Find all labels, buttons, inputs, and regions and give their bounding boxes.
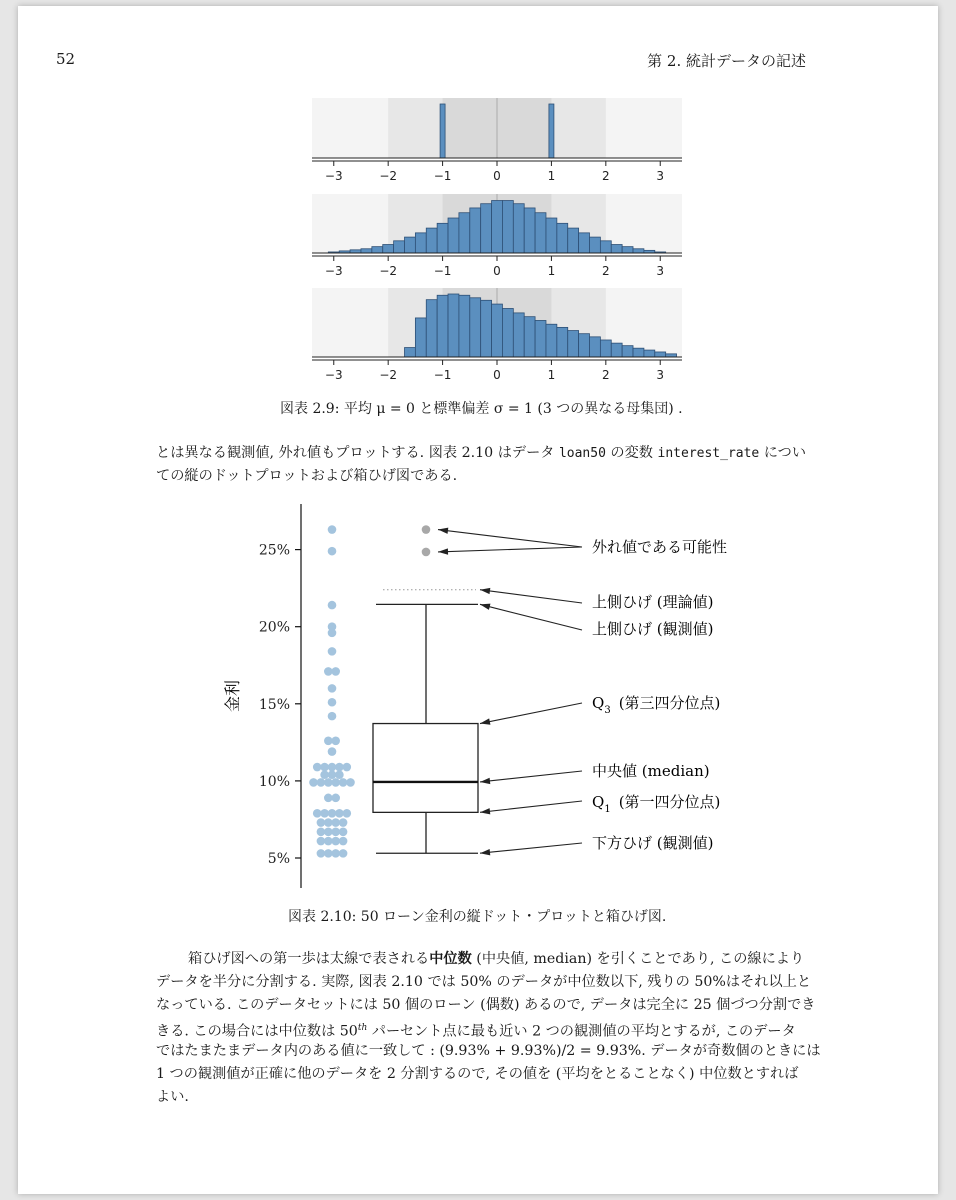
para-text: の変数 — [605, 445, 658, 461]
dot-point — [328, 525, 337, 534]
para-text: きる. この場合には中位数は 50 — [156, 1023, 358, 1040]
histogram-bar — [549, 104, 554, 158]
bold-term-median: 中位数 — [429, 951, 472, 967]
dot-point — [339, 827, 348, 836]
dot-point — [324, 667, 333, 676]
histogram-bar — [415, 318, 426, 357]
histogram-bar — [448, 294, 459, 357]
boxplot-figure — [198, 496, 758, 896]
histogram-figure — [288, 90, 688, 390]
y-tick-label: 20% — [258, 619, 290, 636]
annotation-arrow-head — [438, 528, 448, 534]
dot-point — [328, 629, 337, 638]
annotation-arrow-head — [480, 849, 490, 855]
dot-point — [331, 794, 340, 803]
histogram-bar — [546, 218, 557, 253]
histogram-bar — [440, 104, 445, 158]
histogram-bar — [513, 313, 524, 357]
outlier-point — [422, 525, 431, 534]
histogram-bar — [546, 324, 557, 357]
histogram-bar — [535, 320, 546, 357]
x-tick-label: 1 — [547, 264, 556, 278]
dot-point — [328, 547, 337, 556]
figure-caption-2-10: 図表 2.10: 50 ローン金利の縦ドット・プロットと箱ひげ図. — [288, 909, 667, 925]
annotation-arrow-head — [480, 604, 490, 610]
annotation-arrow-head — [480, 778, 490, 784]
histogram-bar — [492, 304, 503, 357]
x-tick-label: 1 — [547, 169, 556, 183]
dot-point — [317, 778, 326, 787]
dot-point — [317, 849, 326, 858]
x-tick-label: −1 — [433, 264, 452, 278]
annotation-arrow-line — [480, 604, 582, 630]
histogram-bar — [470, 208, 481, 253]
paragraph-body-line: よい. — [156, 1089, 189, 1105]
x-tick-label: 0 — [493, 264, 501, 278]
dot-point — [346, 778, 355, 787]
para-text: につい — [759, 445, 807, 461]
dot-point — [324, 818, 333, 827]
histogram-bar — [502, 308, 513, 357]
annotation-arrow-head — [438, 548, 448, 554]
dot-point — [339, 849, 348, 858]
x-tick-label: −1 — [433, 169, 452, 183]
dot-point — [324, 837, 333, 846]
code-dataset: loan50 — [558, 446, 606, 461]
histogram-bar — [568, 228, 579, 253]
dot-point — [331, 737, 340, 746]
x-tick-label: −2 — [379, 264, 398, 278]
histogram-bar — [437, 295, 448, 357]
superscript-th: th — [357, 1023, 368, 1033]
annotation-median: 中央値 (median) — [592, 762, 710, 780]
dot-point — [328, 747, 337, 756]
dot-point — [335, 763, 344, 772]
y-tick-label: 5% — [267, 851, 290, 867]
dot-point — [331, 818, 340, 827]
histogram-panel-2 — [312, 194, 682, 278]
histogram-bar — [611, 343, 622, 357]
dot-point — [320, 770, 329, 779]
y-axis-label: 金利 — [223, 679, 242, 713]
para-text: パーセント点に最も近い 2 つの観測値の平均とするが, このデータ — [367, 1023, 796, 1040]
x-tick-label: 3 — [656, 169, 665, 183]
histogram-bar — [492, 201, 503, 253]
histogram-bar — [372, 247, 383, 253]
dot-point — [331, 837, 340, 846]
annotation-q3: $Q_3$ (第三四分位点) — [592, 694, 721, 716]
histogram-bar — [600, 241, 611, 253]
dot-point — [339, 837, 348, 846]
dot-point — [324, 737, 333, 746]
y-tick-label: 25% — [258, 542, 290, 559]
dot-point — [317, 827, 326, 836]
running-title: 第 2. 統計データの記述 — [647, 52, 806, 70]
dot-point — [317, 818, 326, 827]
histogram-bar — [557, 327, 568, 357]
dot-point — [313, 763, 322, 772]
paragraph-intro-line — [156, 442, 806, 465]
histogram-bar — [459, 295, 470, 357]
histogram-bar — [470, 298, 481, 357]
annotation-upper-whisker-observed: 上側ひげ (観測値) — [592, 620, 714, 638]
dot-point — [320, 763, 329, 772]
x-tick-label: −3 — [324, 264, 343, 278]
dot-point — [328, 763, 337, 772]
annotation-upper-whisker-theoretical: 上側ひげ (理論値) — [592, 593, 714, 611]
histogram-bar — [405, 348, 416, 357]
x-tick-label: −2 — [379, 169, 398, 183]
histogram-bar — [426, 228, 437, 253]
histogram-bar — [579, 233, 590, 253]
x-tick-label: 2 — [602, 169, 610, 183]
paragraph-body-line: データを半分に分割する. 実際, 図表 2.10 では 50% のデータが中位数以下, 残りの 50%はそれ以上と — [156, 974, 812, 990]
histogram-bar — [557, 223, 568, 253]
paragraph-body-line — [188, 948, 804, 971]
page — [18, 6, 938, 1194]
dot-point — [317, 837, 326, 846]
histogram-bar — [568, 331, 579, 357]
dot-point — [324, 849, 333, 858]
histogram-bar — [502, 201, 513, 253]
x-tick-label: 3 — [656, 264, 665, 278]
box-iqr — [373, 724, 478, 813]
histogram-bar — [644, 350, 655, 357]
annotation-arrow-head — [480, 588, 490, 594]
dot-point — [328, 601, 337, 610]
x-tick-label: −2 — [379, 368, 398, 382]
paragraph-body-line: ではたまたまデータ内のある値に一致して : (9.93% + 9.93%)/2 = 9.93%. データが奇数個のときには — [156, 1043, 821, 1059]
histogram-bar — [481, 204, 492, 253]
histogram-bar — [405, 237, 416, 253]
x-tick-label: 0 — [493, 169, 501, 183]
x-tick-label: 1 — [547, 368, 556, 382]
annotation-arrow-line — [480, 801, 582, 812]
figure-caption-2-9: 図表 2.9: 平均 μ = 0 と標準偏差 σ = 1 (3 つの異なる母集団) . — [280, 401, 683, 417]
dot-point — [331, 827, 340, 836]
histogram-bar — [633, 348, 644, 357]
dot-point — [331, 849, 340, 858]
histogram-bar — [426, 300, 437, 357]
annotation-arrow-line — [480, 771, 582, 782]
dot-point — [324, 794, 333, 803]
histogram-bar — [579, 334, 590, 357]
histogram-bar — [633, 249, 644, 253]
dot-point — [328, 809, 337, 818]
dot-point — [335, 809, 344, 818]
dot-point — [324, 778, 333, 787]
paragraph-body-line: なっている. このデータセットには 50 個のローン (偶数) あるので, データは完全に 25 個づつ分割でき — [156, 997, 816, 1013]
annotation-arrow-line — [438, 530, 582, 547]
histogram-bar — [535, 213, 546, 253]
histogram-bar — [437, 223, 448, 253]
dot-point — [339, 818, 348, 827]
annotation-arrow-head — [480, 808, 490, 814]
dot-point — [343, 763, 352, 772]
para-text: とは異なる観測値, 外れ値もプロットする. 図表 2.10 はデータ — [156, 445, 559, 461]
paragraph-body-line: 1 つの観測値が正確に他のデータを 2 分割するので, その値を (平均をとることなく) 中位数とすれば — [156, 1066, 799, 1082]
dot-point — [320, 809, 329, 818]
annotation-lower-whisker: 下方ひげ (観測値) — [592, 834, 714, 852]
dot-point — [328, 712, 337, 721]
dot-point — [331, 667, 340, 676]
histogram-bar — [600, 340, 611, 357]
histogram-bar — [611, 245, 622, 253]
histogram-bar — [622, 346, 633, 357]
dot-point — [309, 778, 318, 787]
code-variable: interest_rate — [657, 446, 760, 461]
dot-point — [331, 778, 340, 787]
histogram-panel-1 — [312, 98, 682, 183]
x-tick-label: 2 — [602, 368, 610, 382]
annotation-arrow-line — [480, 703, 582, 724]
para-text: 箱ひげ図への第一歩は太線で表される — [188, 951, 430, 967]
histogram-bar — [524, 208, 535, 253]
histogram-bar — [361, 249, 372, 253]
y-tick-label: 15% — [258, 696, 290, 713]
annotation-arrow-line — [480, 590, 582, 603]
y-tick-label: 10% — [258, 773, 290, 790]
dot-point — [343, 809, 352, 818]
histogram-bar — [524, 317, 535, 357]
annotation-q1: $Q_1$ (第一四分位点) — [592, 793, 721, 815]
dot-point — [324, 827, 333, 836]
histogram-bar — [513, 204, 524, 253]
histogram-bar — [590, 337, 601, 357]
dot-point — [328, 698, 337, 707]
x-tick-label: 0 — [493, 368, 501, 382]
para-text: (中央値, median) を引くことであり, この線により — [471, 951, 805, 967]
paragraph-intro-line: ての縦のドットプロットおよび箱ひげ図である. — [156, 468, 458, 484]
histogram-bar — [415, 233, 426, 253]
x-tick-label: −1 — [433, 368, 452, 382]
histogram-bar — [481, 300, 492, 357]
x-tick-label: −3 — [324, 368, 343, 382]
histogram-bar — [383, 245, 394, 253]
x-tick-label: −3 — [324, 169, 343, 183]
dot-point — [328, 647, 337, 656]
x-tick-label: 3 — [656, 368, 665, 382]
outlier-point — [422, 548, 431, 557]
x-tick-label: 2 — [602, 264, 610, 278]
histogram-panel-3 — [312, 288, 682, 382]
page-number: 52 — [56, 50, 76, 68]
histogram-bar — [459, 213, 470, 253]
annotation-arrow-line — [438, 547, 582, 552]
histogram-bar — [622, 247, 633, 253]
annotation-arrow-line — [480, 843, 582, 853]
dot-point — [335, 770, 344, 779]
histogram-bar — [394, 241, 405, 253]
dot-point — [328, 770, 337, 779]
dot-point — [313, 809, 322, 818]
dot-point — [339, 778, 348, 787]
annotation-outliers: 外れ値である可能性 — [592, 538, 728, 556]
histogram-bar — [655, 352, 666, 357]
histogram-bar — [590, 237, 601, 253]
histogram-bar — [448, 218, 459, 253]
dot-point — [328, 684, 337, 693]
